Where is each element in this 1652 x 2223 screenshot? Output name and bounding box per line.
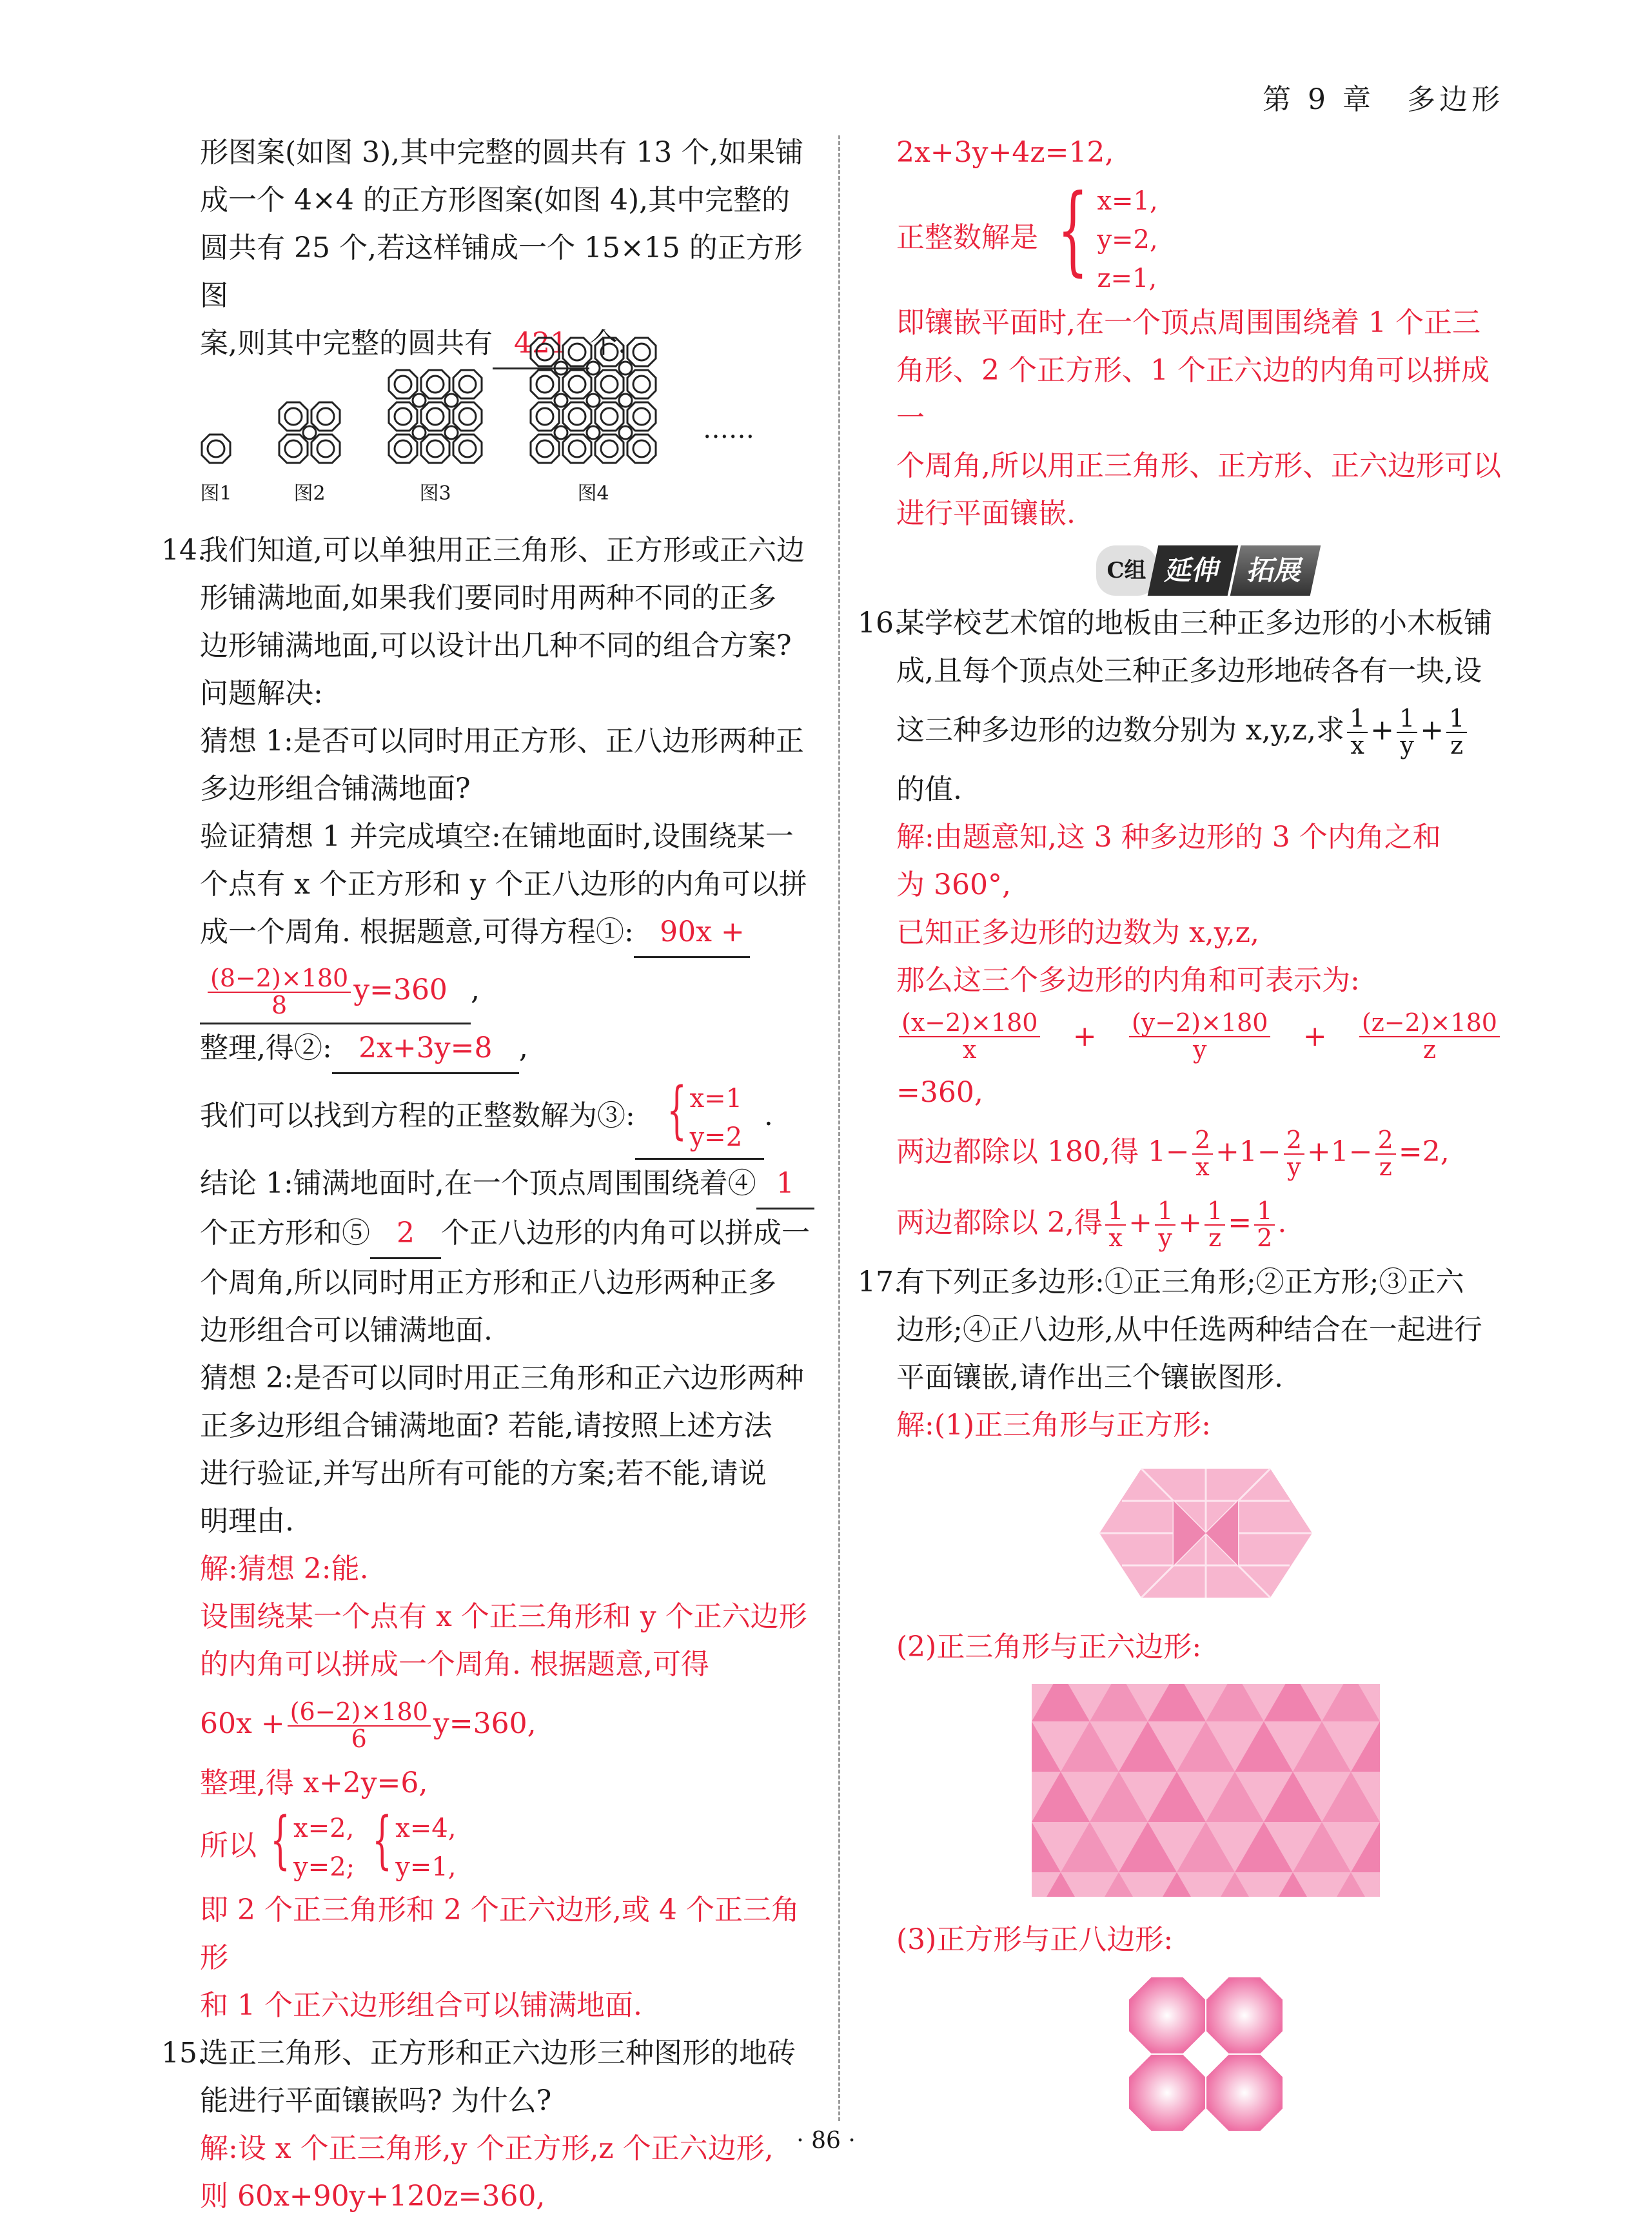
q16-answer-line: 已知正多边形的边数为 x,y,z, [896,916,1259,949]
figure-caption: 图2 [293,482,326,505]
chapter-title: 多边形 [1407,83,1504,116]
q14-answer-line: 的内角可以拼成一个周角. 根据题意,可得 [200,1648,709,1681]
right-column [858,129,1515,2151]
left-column [161,129,819,2220]
q14-blank-5: 2 [370,1209,441,1259]
continuation-dots: …… [703,415,754,444]
tessellation-square-octagon [896,1977,1515,2131]
q16-answer-sum: $\frac{(x-2)\times 180}{x}$ + $\frac{(y-2)\times 180}{y}$ + $\frac{(z-2)\times 180}{z}$ [896,1004,1502,1069]
q17-line: 平面镶嵌,请作出三个镶嵌图形. [896,1361,1283,1394]
q14-line: 边形铺满地面,可以设计出几种不同的组合方案? [200,629,792,662]
q16-answer-div2: 两边都除以 2,得 $\frac{1}{x}$ + $\frac{1}{y}$ + $\frac{1}{z}$ = $\frac{1}{2}$ . [896,1196,1287,1252]
q15-conclusion-line: 角形、2 个正方形、1 个正六边的内角可以拼成一 [896,354,1490,435]
q15-conclusion-line: 个周角,所以用正三角形、正方形、正六边形可以 [896,449,1501,482]
q14-answer-conclusion: 即 2 个正三角形和 2 个正六边形,或 4 个正三角形 [200,1893,800,1974]
q14-answer-line: 设围绕某一个点有 x 个正三角形和 y 个正六边形 [200,1600,807,1633]
q16-line: 成,且每个顶点处三种正多边形地砖各有一块,设 [896,654,1482,687]
q14-eq2-line: 整理,得②: 2x+3y=8 , [200,1024,819,1074]
q13-line: 案,则其中完整的圆共有 421 个. [200,320,819,369]
q14-conclusion-line: 结论 1:铺满地面时,在一个顶点周围围绕着④ 1 [200,1160,819,1209]
page-number: · 86 · [796,2128,856,2154]
column-divider [838,135,840,2121]
page-header [1263,76,1504,117]
q17-line: 边形;④正八边形,从中任选两种结合在一起进行 [896,1313,1482,1346]
q14-eq1-line: 成一个周角. 根据题意,可得方程①: 90x + [200,908,819,958]
q14-guess2-line: 猜想 2:是否可以同时用正三角形和正六边形两种 [200,1362,804,1395]
q14-eq1-line-2: $\frac{(8-2)\times 180}{8}$ y=360 , [200,958,819,1024]
tessellation-triangle-hexagon [896,1684,1515,1897]
q17-answer-3: (3)正方形与正八边形: [896,1923,1174,1956]
q15-answer-line: 解:设 x 个正三角形,y 个正方形,z 个正六边形, [200,2131,774,2165]
q15-answer-solution: 正整数解是 { x=1, y=2, z=1, [896,173,1158,293]
q16-answer-line: 那么这三个多边形的内角和可表示为: [896,964,1360,997]
badge-group: C组 [1096,545,1156,596]
q14-eq2-blank: 2x+3y=8 [332,1024,519,1074]
section-badge-c [896,548,1515,593]
q15-conclusion-line: 即镶嵌平面时,在一个顶点周围围绕着 1 个正三 [896,306,1480,339]
q14-conclusion-line: 个周角,所以同时用正方形和正八边形两种正多 [200,1266,776,1299]
q14-line: 形铺满地面,如果我们要同时用两种不同的正多 [200,582,776,614]
q14-guess2-line: 正多边形组合铺满地面? 若能,请按照上述方法 [200,1409,772,1442]
q14-line: 问题解决: [200,677,323,710]
square-octagon-tessellation-image [1128,1977,1283,2131]
q14-answer-equation: 60x + $\frac{(6-2)\times 180}{6}$ y=360, [200,1697,536,1753]
q13-line: 形图案(如图 3),其中完整的圆共有 13 个,如果铺 [200,136,804,169]
q14-answer-simplified: 整理,得 x+2y=6, [200,1767,428,1799]
q14-line: 猜想 1:是否可以同时用正方形、正八边形两种正 [200,725,804,758]
figure-caption: 图4 [577,482,609,505]
q15-answer-eq: 2x+3y+4z=12, [896,136,1114,169]
q15-line: 15.选正三角形、正方形和正六边形三种图形的地砖 [161,2036,796,2070]
triangle-hexagon-tessellation-image [1032,1684,1380,1897]
tessellation-triangle-square [896,1462,1515,1604]
q17-answer-1: 解:(1)正三角形与正方形: [896,1409,1211,1442]
q14-eq1-blank-a: 90x + [634,908,750,958]
badge-word-2: 拓展 [1230,545,1321,596]
chapter-label: 第 9 章 [1263,83,1375,116]
badge-word-1: 延伸 [1147,545,1238,596]
q13-line: 圆共有 25 个,若这样铺成一个 15×15 的正方形图 [200,231,803,312]
q16-line: 16.某学校艺术馆的地板由三种正多边形的小木板铺 [858,607,1492,640]
q14-answer-conclusion: 和 1 个正六边形组合可以铺满地面. [200,1988,642,2022]
q16-answer-line: =360, [896,1076,983,1109]
circle-pattern-figures [200,376,819,518]
figure-1 [200,433,232,518]
q15-conclusion-line: 进行平面镶嵌. [896,497,1076,530]
q13-answer-blank: 421 [493,320,589,369]
q14-line: 个点有 x 个正方形和 y 个正八边形的内角可以拼 [200,868,807,901]
q13-line: 成一个 4×4 的正方形图案(如图 4),其中完整的 [200,184,791,217]
q14-solution-blank: { x=1 y=2 [635,1074,764,1160]
figure-caption: 图3 [419,482,451,505]
q14-solution-line: 我们可以找到方程的正整数解为③: { x=1 y=2 . [200,1074,819,1160]
triangle-square-tessellation-image [1096,1462,1315,1604]
q14-conclusion-line: 边形组合可以铺满地面. [200,1314,493,1347]
q16-answer-line: 解:由题意知,这 3 种多边形的 3 个内角之和 [896,821,1441,854]
pattern-2x2-icon [277,400,342,465]
octagon-circle-tile-icon [200,433,232,465]
figure-3 [387,368,484,518]
pattern-3x3-icon [387,368,484,465]
q14-conclusion-line: 个正方形和⑤ 2 个正八边形的内角可以拼成一 [200,1209,819,1259]
q16-answer-div180: 两边都除以 180,得 1− $\frac{2}{x}$ +1− $\frac{2}{y}$ +1− $\frac{2}{z}$ =2, [896,1125,1450,1181]
q14-line: 14.我们知道,可以单独用正三角形、正方形或正六边 [161,534,805,567]
figure-caption: 图1 [200,482,232,505]
pattern-4x4-icon [529,336,658,465]
q14-blank-4: 1 [756,1160,814,1209]
q15-answer-line: 则 60x+90y+120z=360, [200,2179,546,2213]
q14-guess2-line: 明理由. [200,1505,294,1538]
q14-answer-systems: 所以 { x=2, y=2; { x=4, y=1, [200,1803,457,1882]
q17-answer-2: (2)正三角形与正六边形: [896,1631,1202,1663]
q16-line: 的值. [896,773,962,806]
q14-line: 多边形组合铺满地面? [200,772,471,805]
q14-guess2-line: 进行验证,并写出所有可能的方案;若不能,请说 [200,1457,767,1490]
figure-2 [277,400,342,518]
q14-answer-line: 解:猜想 2:能. [200,1552,369,1585]
q17-line: 17.有下列正多边形:①正三角形;②正方形;③正六 [858,1266,1464,1298]
q14-eq1-blank-b: $\frac{(8-2)\times 180}{8}$ y=360 [200,958,471,1024]
q14-line: 验证猜想 1 并完成填空:在铺地面时,设围绕某一 [200,820,794,853]
q16-line: 这三种多边形的边数分别为 x,y,z,求 $\frac{1}{x}$ + $\frac{1}{y}$ + $\frac{1}{z}$ [896,695,1515,766]
figure-4 [529,336,658,518]
q15-line: 能进行平面镶嵌吗? 为什么? [200,2084,552,2117]
q16-answer-line: 为 360°, [896,868,1011,901]
